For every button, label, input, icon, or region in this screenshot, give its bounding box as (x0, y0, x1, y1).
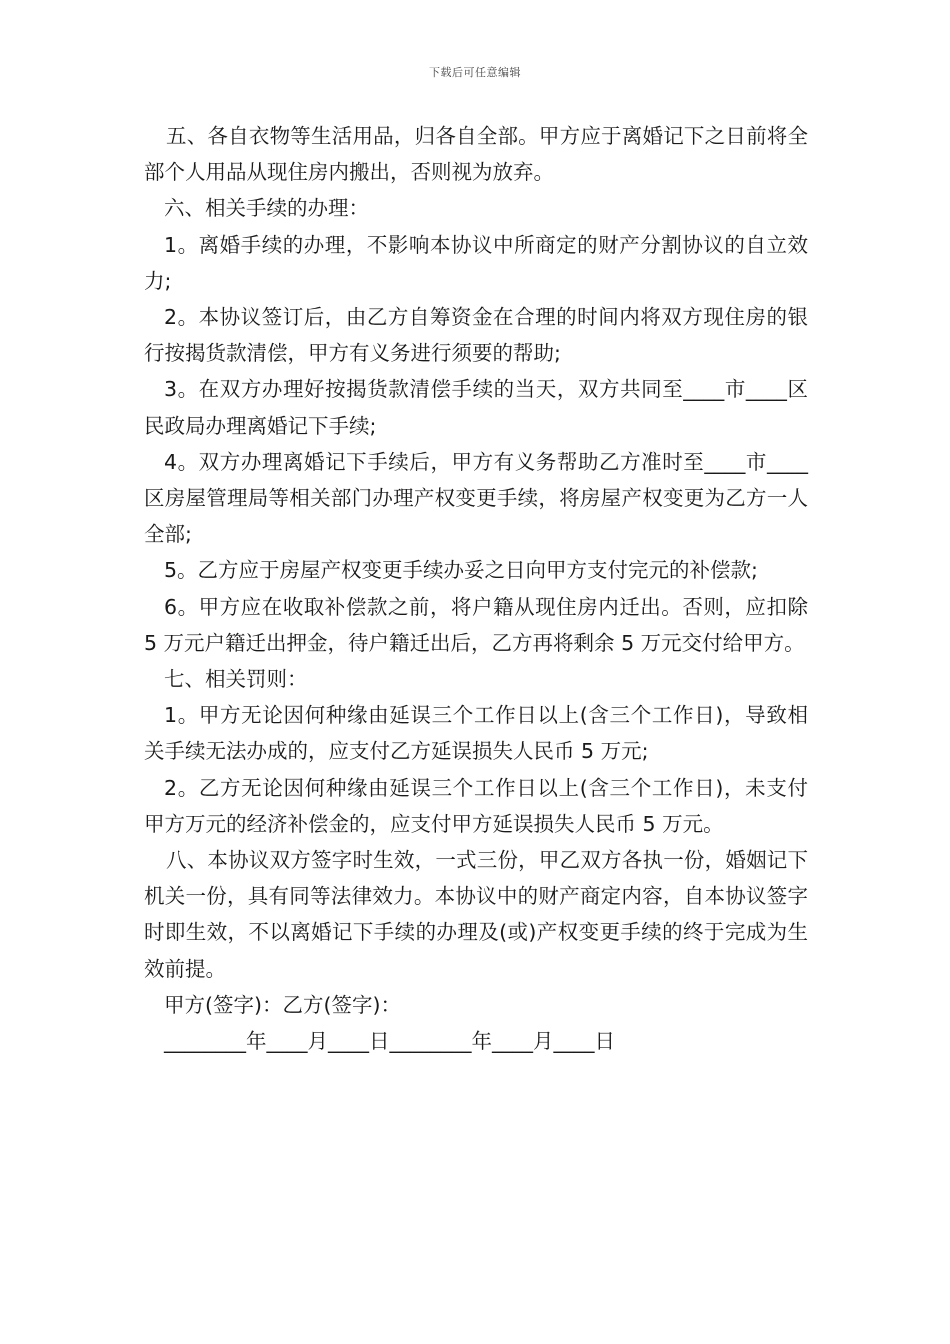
clause-7-item-1: 1。甲方无论因何种缘由延误三个工作日以上(含三个工作日)，导致相关手续无法办成的，应支付乙方延误损失人民币 5 万元; (144, 703, 808, 764)
document-body (144, 118, 815, 1059)
clause-8-effectiveness: 八、本协议双方签字时生效，一式三份，甲乙双方各执一份，婚姻记下机关一份，具有同等法律效力。本协议中的财产商定内容，自本协议签字时即生效，不以离婚记下手续的办理及(或)产权变更手续的终于完成为生效前提。 (144, 848, 808, 981)
clause-6-item-1: 1。离婚手续的办理，不影响本协议中所商定的财产分割协议的自立效力; (144, 232, 808, 293)
clause-6-item-4: 4。双方办理离婚记下手续后，甲方有义务帮助乙方准时至____市____区房屋管理局等相关部门办理产权变更手续，将房屋产权变更为乙方一人全部; (144, 449, 808, 547)
clause-7-item-2: 2。乙方无论因何种缘由延误三个工作日以上(含三个工作日)，未支付甲方万元的经济补偿金的，应支付甲方延误损失人民币 5 万元。 (144, 775, 808, 836)
clause-6-item-5: 5。乙方应于房屋产权变更手续办妥之日向甲方支付完元的补偿款; (164, 558, 758, 583)
clause-7-heading: 七、相关罚则： (164, 667, 308, 692)
clause-6-item-3: 3。在双方办理好按揭货款清偿手续的当天，双方共同至____市____区民政局办理离婚记下手续; (144, 377, 808, 438)
date-line: ________年____月____日________年____月____日 (164, 1029, 615, 1054)
page-header-note: 下载后可任意编辑 (429, 66, 521, 79)
clause-6-item-2: 2。本协议签订后，由乙方自筹资金在合理的时间内将双方现住房的银行按揭货款清偿，甲方有义务进行须要的帮助; (144, 305, 808, 366)
signature-line: 甲方(签字)：乙方(签字)： (164, 992, 401, 1017)
clause-5-personal-items: 五、各自衣物等生活用品，归各自全部。甲方应于离婚记下之日前将全部个人用品从现住房内搬出，否则视为放弃。 (144, 124, 808, 185)
clause-6-heading: 六、相关手续的办理： (164, 196, 369, 221)
clause-6-item-6: 6。甲方应在收取补偿款之前，将户籍从现住房内迁出。否则，应扣除 5 万元户籍迁出押金，待户籍迁出后，乙方再将剩余 5 万元交付给甲方。 (144, 594, 815, 655)
